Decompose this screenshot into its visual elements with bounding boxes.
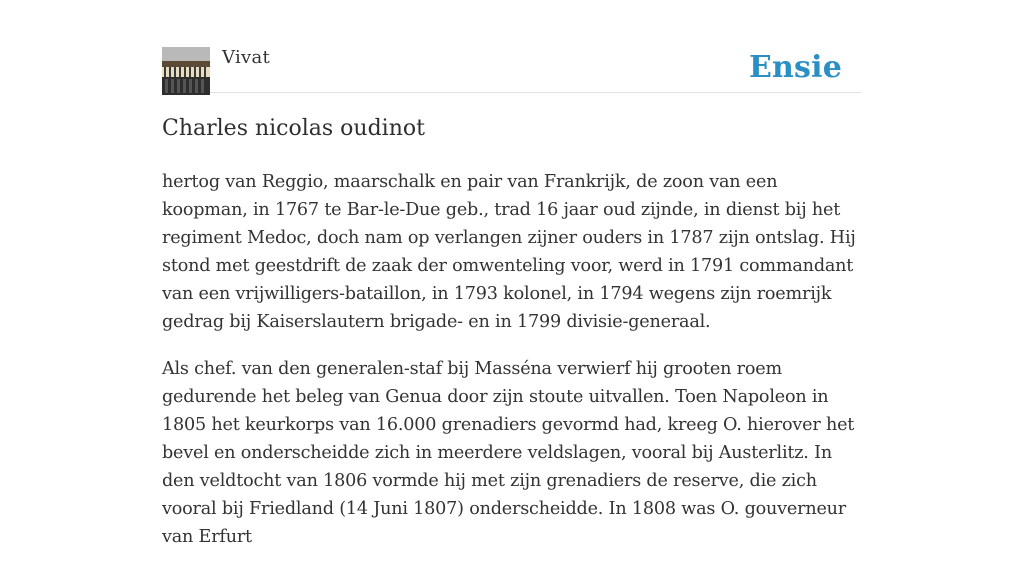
article-paragraph: hertog van Reggio, maarschalk en pair van Frankrijk, de zoon van een koopman, in 1767 te Bar-le-Due geb., trad 16 jaar oud zijnde, in dienst bij het regiment Medoc, doch nam op verlangen zijner ouders in 1787 zijn ontslag. Hij stond met geestdrift de zaak der omwenteling voor, werd in 1791 commandant van een vrijwilligers-bataillon, in 1793 kolonel, in 1794 wegens zijn roemrijk gedrag bij Kaiserslautern brigade- en in 1799 divisie-generaal. (162, 172, 856, 332)
article-body (162, 168, 862, 570)
author-name[interactable]: Vivat (222, 47, 271, 68)
article-paragraph: Als chef. van den generalen-staf bij Masséna verwierf hij grooten roem gedurende het beleg van Genua door zijn stoute uitvallen. Toen Napoleon in 1805 het keurkorps van 16.000 grenadiers gevormd had, kreeg O. hierover het bevel en onderscheidde zich in meerdere veldslagen, vooral bij Austerlitz. In den veldtocht van 1806 vormde hij met zijn grenadiers de reserve, die zich vooral bij Friedland (14 Juni 1807) onderscheidde. In 1808 was O. gouverneur van Erfurt (162, 359, 855, 547)
article-title: Charles nicolas oudinot (162, 116, 425, 141)
header (162, 44, 862, 93)
archive-shelves-icon (162, 47, 210, 95)
ensie-logo[interactable]: Ensie (748, 50, 842, 85)
author-avatar[interactable] (162, 47, 210, 95)
